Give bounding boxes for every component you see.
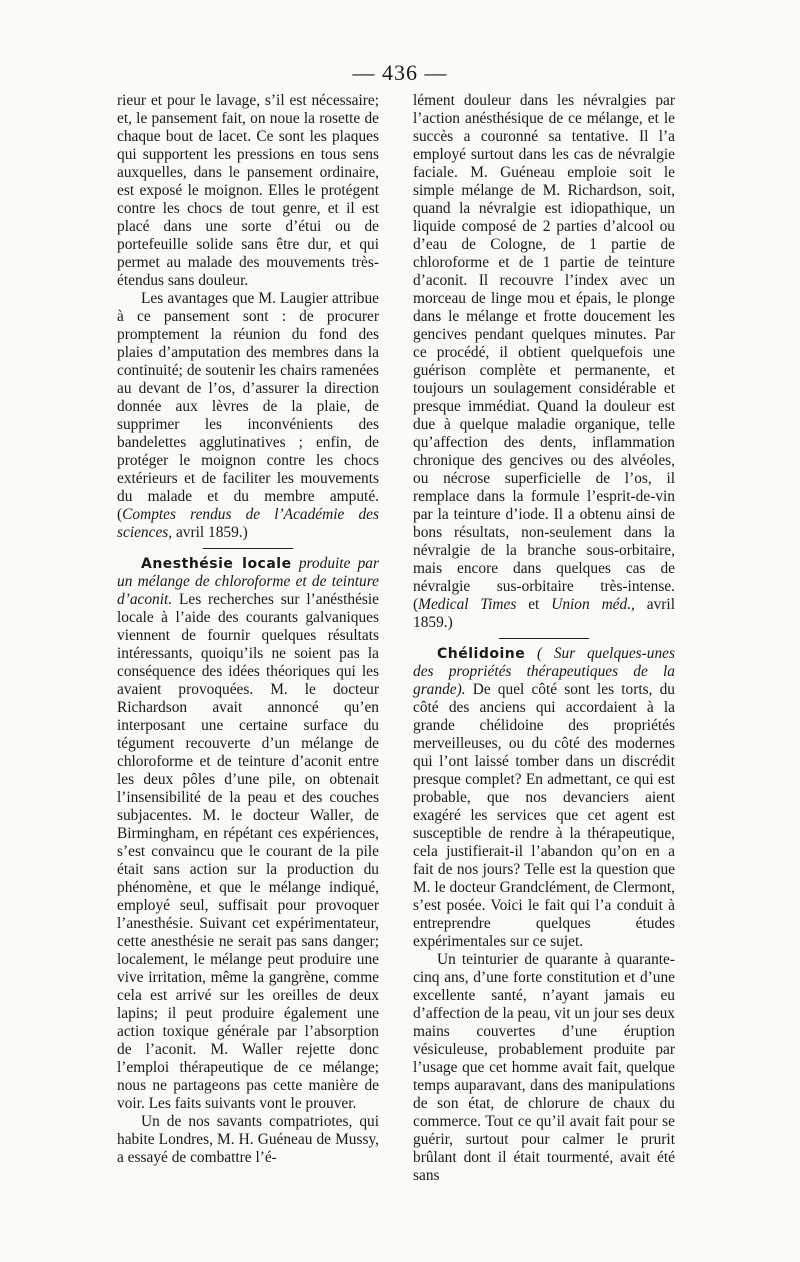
section-title-chelidoine: Chélidoine <box>437 646 526 662</box>
section-divider <box>203 548 293 549</box>
right-column <box>413 92 675 1185</box>
section-anesthesie-locale: Anesthésie locale produite par un mélange de chloroforme et de teinture d’aconit. Les recherches sur l’anésthésie locale à l’aide des courants galvaniques viennent de fournir quelques résultats intéressants, quoiqu’ils ne soient pas la conséquence des idées théoriques qui les avaient provoquées. M. le docteur Richardson avait annoncé qu’en interposant une certaine surface du tégument recouverte d’un mélange de chloroforme et de teinture d’aconit entre les deux pôles d’une pile, on obtenait l’insensibilité de la peau et des couches subjacentes. M. le docteur Waller, de Birmingham, en répétant ces expériences, s’est convaincu que le courant de la pile était sans action sur la production du phénomène, et que le mélange indiqué, employé seul, suffisait pour provoquer l’anesthésie. Suivant cet expérimentateur, cette anesthésie ne serait pas sans danger; localement, le mélange peut produire une vive irritation, même la gangrène, comme cela est arrivé sur les oreilles de deux lapins; il peut produire également une action toxique générale par l’absorption de l’aconit. M. Waller rejette donc l’emploi thérapeutique de ce mélange; nous ne partageons pas cette manière de voir. Les faits suivants vont le prouver. <box>117 555 379 1112</box>
paragraph-dressing-description: rieur et pour le lavage, s’il est nécessaire; et, le pansement fait, on noue la rosette de chaque bout de lacet. Ce sont les plaques qui supportent les pressions en tous sens auxquelles, dans le pansement ordinaire, est exposé le moignon. Elles le protégent contre les chocs de tout genre, et il est placé dans une sorte d’étui ou de portefeuille solide sans être dur, et qui permet au malade des mouvements très-étendus sans douleur. <box>117 92 379 289</box>
section-subtitle-chelidoine: ( Sur quelques-unes des propriétés thérapeutiques de la grande). <box>413 645 675 698</box>
source-union-medicale: Union méd., <box>551 596 635 613</box>
section-chelidoine: Chélidoine ( Sur quelques-unes des propriétés thérapeutiques de la grande). De quel côté sont les torts, du côté des anciens qui accordaient à la grande chélidoine des propriétés merveilleuses, ou du côté des modernes qui l’ont laissé tomber dans un discrédit presque complet? En admettant, ce qui est probable, que nos devanciers aient exagéré les services que cet agent est susceptible de rendre à la thérapeutique, cela justifierait-il l’abandon qu’on en a fait de nos jours? Telle est la question que M. le docteur Grandclément, de Clermont, s’est posée. Voici le fait qui l’a conduit à entreprendre quelques études expérimentales sur ce sujet. <box>413 645 675 950</box>
source-medical-times: Medical Times <box>418 596 517 613</box>
left-column <box>117 92 379 1167</box>
paragraph-gueneau-de-mussy: Un de nos savants compatriotes, qui habite Londres, M. H. Guéneau de Mussy, a essayé de combattre l’é- <box>117 1113 379 1166</box>
section-divider <box>499 638 589 639</box>
paragraph-nevralgie-treatment: lément douleur dans les névralgies par l’action anésthésique de ce mélange, et le succès a couronné sa tentative. Il l’a employé surtout dans les cas de névralgie faciale. M. Guéneau emploie soit le simple mélange de M. Richardson, soit, quand la névralgie est idiopathique, un liquide composé de 2 parties d’alcool ou d’eau de Cologne, de 1 partie de chloroforme et de 1 partie de teinture d’aconit. Il recouvre l’index avec un morceau de linge mou et épais, le plonge dans le mélange et frotte doucement les gencives pendant quelques minutes. Par ce procédé, il obtient quelquefois une guérison complète et permanente, et toujours un soulagement considérable et presque immédiat. Quand la douleur est due à quelque maladie organique, telle qu’affection des dents, inflammation chronique des gencives ou des alvéoles, ou nécrose superficielle de l’os, il remplace dans la formule l’esprit-de-vin par la teinture d’iode. Il a obtenu ainsi de bons résultats, non-seulement dans la névralgie de la branche sous-orbitaire, mais encore dans quelques cas de névralgie sus-orbitaire très-intense. (Medical Times et Union méd., avril 1859.) <box>413 92 675 631</box>
paragraph-laugier-advantages: Les avantages que M. Laugier attribue à ce pansement sont : de procurer promptement la réunion du fond des plaies d’amputation des membres dans la continuité; de soutenir les chairs ramenées au devant de l’os, d’assurer la direction donnée aux lèvres de la plaie, de supprimer les inconvénients des bandelettes agglutinatives ; enfin, de protéger le moignon contre les chocs extérieurs et de faciliter les mouvements du malade et du membre amputé. (Comptes rendus de l’Académie des sciences, avril 1859.) <box>117 290 379 541</box>
paragraph-teinturier-case: Un teinturier de quarante à quarante-cinq ans, d’une forte constitution et d’une excellente santé, n’ayant jamais eu d’affection de la peau, vit un jour ses deux mains couvertes d’une éruption vésiculeuse, probablement produite par l’usage que cet homme avait fait, quelque temps auparavant, dans des manipulations de son état, de chlorure de chaux du commerce. Tout ce qu’il avait fait pour se guérir, surtout pour calmer le prurit brûlant dont il était tourmenté, avait été sans <box>413 951 675 1184</box>
section-title-anesthesie: Anesthésie locale <box>141 556 292 572</box>
citation-comptes-rendus: Comptes rendus de l’Académie des sciences, <box>117 506 379 541</box>
section-subtitle-anesthesie: produite par un mélange de chloroforme et de teinture d’aconit. <box>117 555 379 608</box>
page-number: — 436 — <box>352 60 448 85</box>
